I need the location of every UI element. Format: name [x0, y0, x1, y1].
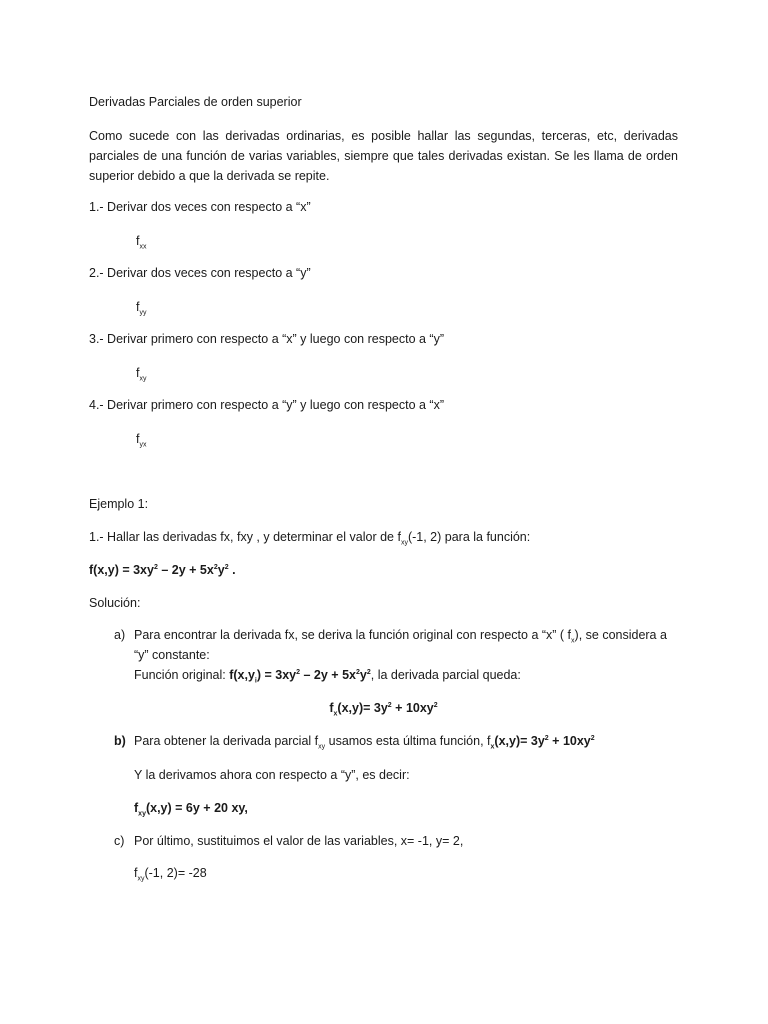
step-a-line3: [134, 668, 521, 684]
step-b-line1: [134, 734, 595, 750]
function-part: f(x,y) = 3xy: [89, 563, 154, 577]
step-marker: a): [114, 628, 126, 642]
function-part: f: [134, 801, 139, 815]
exponent: 2: [224, 563, 229, 571]
problem-text-end: (-1, 2) para la función:: [407, 530, 531, 544]
function-part: (x,y)= 3y: [494, 734, 545, 748]
notation-symbol: f: [136, 366, 140, 380]
result-part: + 10xy: [391, 701, 434, 715]
subscript: xy: [138, 810, 146, 818]
subscript: x: [333, 710, 338, 718]
exponent: 2: [213, 563, 218, 571]
intro-line: superior debido a que la derivada se repite.: [89, 169, 330, 183]
derivative-notation: [136, 300, 146, 316]
function-part: f(x,y: [229, 668, 255, 682]
problem-text: 1.- Hallar las derivadas fx, fxy , y determinar el valor de f: [89, 530, 401, 544]
step-c-line1: Por último, sustituimos el valor de las variables, x= -1, y= 2,: [134, 834, 464, 848]
derivative-notation: [136, 234, 146, 250]
notation-symbol: f: [136, 300, 140, 314]
exponent: 2: [590, 734, 595, 742]
exponent: 2: [433, 701, 438, 709]
subscript: xy: [318, 743, 326, 751]
step-c-line2: [134, 866, 207, 882]
function-part: f: [134, 866, 138, 880]
function-part: y: [359, 668, 367, 682]
notation-subscript: yx: [139, 441, 147, 449]
subscript: x: [571, 637, 575, 645]
function-part: + 10xy: [548, 734, 591, 748]
step-text: Para obtener la derivada parcial f: [134, 734, 319, 748]
notation-subscript: xx: [139, 243, 147, 251]
step-text: Para encontrar la derivada fx, se deriva la función original con respecto a “x” ( f: [134, 628, 572, 642]
step-marker: c): [114, 834, 125, 848]
exponent: 2: [296, 668, 301, 676]
function-part: ) = 3xy: [256, 668, 297, 682]
function-part: .: [228, 563, 236, 577]
solution-label: Solución:: [89, 596, 141, 610]
exponent: 2: [355, 668, 360, 676]
problem-subscript: xy: [400, 539, 408, 547]
problem-statement: [89, 530, 530, 546]
function-part: – 2y + 5x: [157, 563, 214, 577]
derivative-notation: [136, 432, 146, 448]
subscript: x: [490, 743, 495, 751]
function-part: y: [217, 563, 225, 577]
derivative-notation: [136, 366, 146, 382]
step-b-line3: [134, 801, 248, 817]
step-marker: b): [114, 734, 126, 748]
subscript: xy: [137, 875, 145, 883]
list-item: 2.- Derivar dos veces con respecto a “y”: [89, 266, 311, 280]
function-part: – 2y + 5x: [300, 668, 356, 682]
notation-symbol: f: [136, 234, 140, 248]
step-text: Función original:: [134, 668, 230, 682]
exponent: 2: [544, 734, 549, 742]
exponent: 2: [366, 668, 371, 676]
list-item: 3.- Derivar primero con respecto a “x” y luego con respecto a “y”: [89, 332, 444, 346]
step-text: , la derivada parcial queda:: [370, 668, 521, 682]
list-item: 4.- Derivar primero con respecto a “y” y luego con respecto a “x”: [89, 398, 444, 412]
notation-subscript: yy: [139, 309, 147, 317]
step-a-line2: “y” constante:: [134, 648, 210, 662]
step-a-line1: [134, 628, 667, 644]
notation-symbol: f: [136, 432, 140, 446]
notation-subscript: xy: [139, 375, 147, 383]
result-part: (x,y)= 3y: [337, 701, 388, 715]
step-text: ), se considera a: [574, 628, 667, 642]
intro-paragraph: [89, 126, 678, 186]
list-item: 1.- Derivar dos veces con respecto a “x”: [89, 200, 311, 214]
intro-line: parciales de una función de varias variables, siempre que tales derivadas existan. Se les llama de orden: [89, 149, 678, 163]
exponent: 2: [387, 701, 392, 709]
document-title: Derivadas Parciales de orden superior: [89, 95, 302, 109]
step-a-result: [89, 701, 678, 717]
step-b-line2: Y la derivamos ahora con respecto a “y”, es decir:: [134, 768, 410, 782]
function-part: (x,y) = 6y + 20 xy,: [145, 801, 248, 815]
subscript: i: [254, 677, 257, 685]
intro-line: Como sucede con las derivadas ordinarias, es posible hallar las segundas, terceras, etc, derivadas: [89, 129, 678, 143]
step-text: usamos esta última función, f: [325, 734, 491, 748]
result-part: f: [329, 701, 334, 715]
function-definition: [89, 563, 236, 579]
exponent: 2: [153, 563, 158, 571]
function-part: (-1, 2)= -28: [144, 866, 207, 880]
example-heading: Ejemplo 1:: [89, 497, 149, 511]
